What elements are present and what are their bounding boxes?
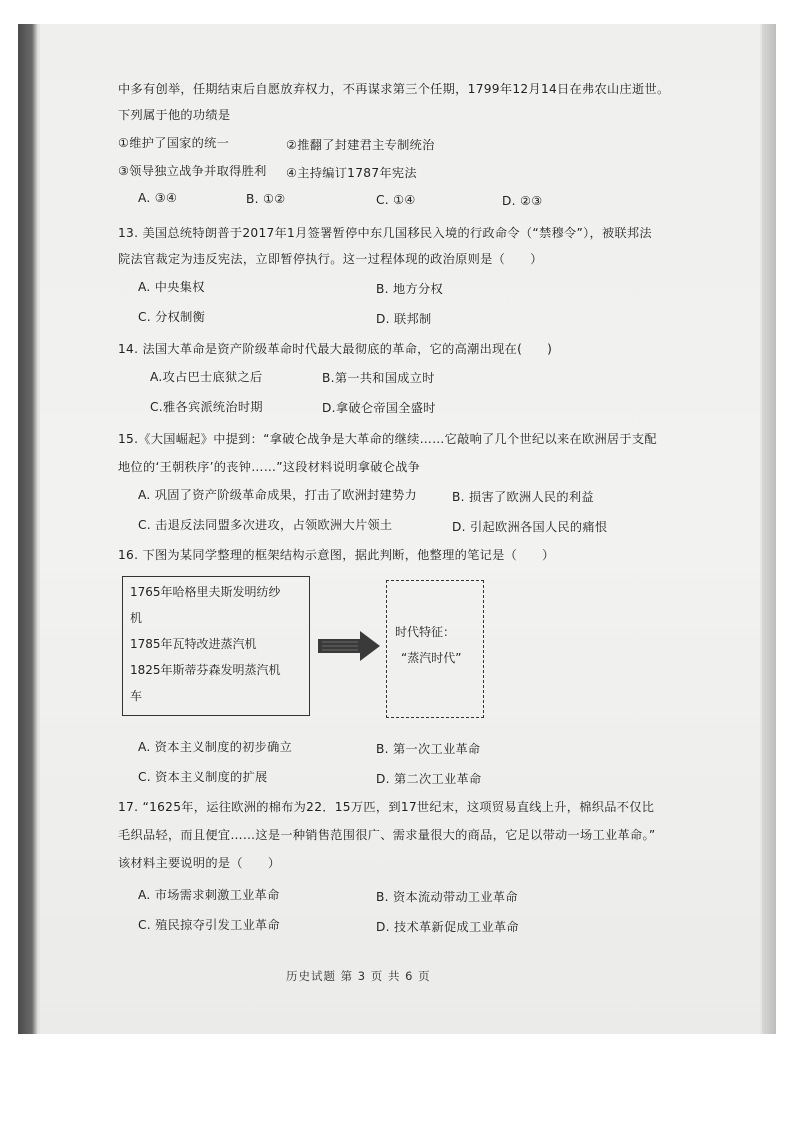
q14-option-d: D.拿破仑帝国全盛时 [322, 401, 436, 415]
q15-option-b: B. 损害了欧洲人民的利益 [452, 490, 594, 504]
diagram-inventions-box [122, 576, 310, 716]
q12-statement-1: ①维护了国家的统一 [118, 136, 230, 150]
q15-option-a: A. 巩固了资产阶级革命成果，打击了欧洲封建势力 [138, 488, 418, 502]
diagram-era-box [386, 580, 484, 718]
diagram-era-label: 时代特征： [395, 625, 456, 639]
q16-option-a: A. 资本主义制度的初步确立 [138, 740, 293, 754]
q17-stem-line2: 毛织品轻，而且便宜……这是一种销售范围很广、需求量很大的商品，它足以带动一场工业革命。” [118, 828, 656, 842]
q12-option-c: C. ①④ [376, 193, 416, 207]
q15-stem-line1: 15.《大国崛起》中提到：“拿破仑战争是大革命的继续……它敲响了几个世纪以来在欧洲居于支配 [118, 432, 657, 446]
page-footer: 历史试题 第 3 页 共 6 页 [286, 969, 431, 983]
paper-edge [762, 24, 776, 1034]
q17-option-a: A. 市场需求刺激工业革命 [138, 888, 280, 902]
q14-option-a: A.攻占巴士底狱之后 [150, 370, 263, 384]
exam-photo [18, 24, 776, 1034]
q17-option-c: C. 殖民掠夺引发工业革命 [138, 918, 281, 932]
q15-option-c: C. 击退反法同盟多次进攻，占领欧洲大片领土 [138, 518, 393, 532]
q13-option-a: A. 中央集权 [138, 280, 205, 294]
q12-statement-3: ③领导独立战争并取得胜利 [118, 164, 267, 178]
q16-option-b: B. 第一次工业革命 [376, 742, 481, 756]
q16-stem: 16. 下图为某同学整理的框架结构示意图，据此判断，他整理的笔记是（ ） [118, 548, 555, 562]
q15-option-d: D. 引起欧洲各国人民的痛恨 [452, 520, 608, 534]
q17-stem-line1: 17. “1625年，运往欧洲的棉布为22．15万匹，到17世纪末，这项贸易直线上升，棉织品不仅比 [118, 800, 655, 814]
q17-stem-line3: 该材料主要说明的是（ ） [118, 856, 281, 870]
q13-stem-line2: 院法官裁定为违反宪法，立即暂停执行。这一过程体现的政治原则是（ ） [118, 252, 543, 266]
diagram-invention-2: 1785年瓦特改进蒸汽机 [130, 637, 257, 651]
q12-option-d: D. ②③ [502, 194, 543, 208]
diagram-era-value: “蒸汽时代” [401, 651, 462, 665]
diagram-arrow-icon [318, 630, 380, 662]
q16-option-d: D. 第二次工业革命 [376, 772, 482, 786]
diagram-invention-1-cont: 机 [130, 611, 143, 625]
diagram-invention-3-cont: 车 [130, 689, 143, 703]
q17-option-d: D. 技术革新促成工业革命 [376, 920, 519, 934]
q12-statement-4: ④主持编订1787年宪法 [286, 166, 417, 180]
q15-stem-line2: 地位的‘王朝秩序’的丧钟……”这段材料说明拿破仑战争 [118, 460, 421, 474]
q12-option-b: B. ①② [246, 192, 286, 206]
q11-stem-line1: 中多有创举，任期结束后自愿放弃权力，不再谋求第三个任期，1799年12月14日在弗农山庄逝世。 [118, 82, 670, 96]
q12-option-a: A. ③④ [138, 191, 178, 205]
q17-option-b: B. 资本流动带动工业革命 [376, 890, 518, 904]
q13-option-d: D. 联邦制 [376, 312, 432, 326]
exam-paper [40, 24, 760, 1034]
q11-stem-line2: 下列属于他的功绩是 [118, 108, 231, 122]
diagram-invention-1: 1765年哈格里夫斯发明纺纱 [130, 585, 281, 599]
q13-stem-line1: 13. 美国总统特朗普于2017年1月签署暂停中东几国移民入境的行政命令（“禁穆令”），被联邦法 [118, 226, 652, 240]
diagram-invention-3: 1825年斯蒂芬森发明蒸汽机 [130, 663, 281, 677]
q13-option-b: B. 地方分权 [376, 282, 443, 296]
q14-option-b: B.第一共和国成立时 [322, 371, 435, 385]
q16-option-c: C. 资本主义制度的扩展 [138, 770, 268, 784]
q13-option-c: C. 分权制衡 [138, 310, 206, 324]
q14-option-c: C.雅各宾派统治时期 [150, 400, 263, 414]
q12-statement-2: ②推翻了封建君主专制统治 [286, 138, 435, 152]
q14-stem: 14. 法国大革命是资产阶级革命时代最大最彻底的革命，它的高潮出现在( ) [118, 342, 553, 356]
